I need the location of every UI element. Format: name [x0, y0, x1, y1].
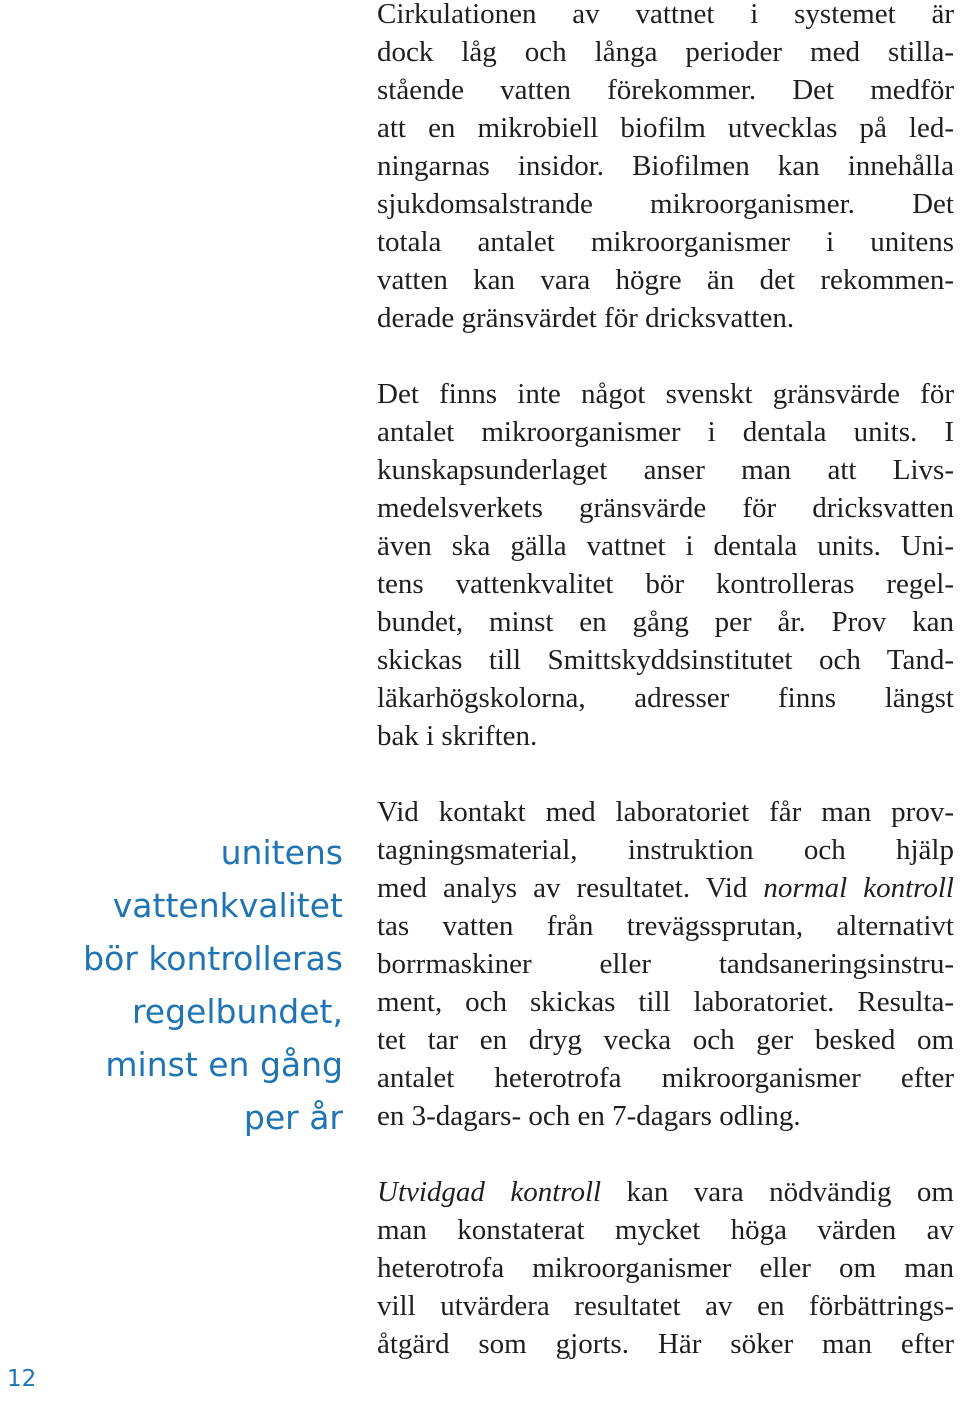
- text-line: sjukdomsalstrande mikroorganismer. Det: [377, 188, 954, 220]
- text-line: ningarnas insidor. Biofilmen kan innehålla: [377, 150, 954, 182]
- text-line: kunskapsunderlaget anser man att Livs-: [377, 454, 954, 486]
- text-line: vatten kan vara högre än det rekommen-: [377, 264, 954, 296]
- text-line: antalet mikroorganismer i dentala units. I: [377, 416, 954, 448]
- paragraph-circulation: [377, 0, 954, 337]
- pull-quote: [23, 826, 343, 1144]
- text-line: tagningsmaterial, instruktion och hjälp: [377, 834, 954, 866]
- text-line: skickas till Smittskyddsinstitutet och Tand-: [377, 644, 954, 676]
- pull-quote-line: bör kontrolleras: [83, 939, 343, 978]
- paragraph-laboratory: [377, 793, 954, 1135]
- text-line: åtgärd som gjorts. Här söker man efter: [377, 1328, 954, 1360]
- text-line: dock låg och långa perioder med stilla-: [377, 36, 954, 68]
- text-line: Vid kontakt med laboratoriet får man prov-: [377, 796, 954, 828]
- text-line: tens vattenkvalitet bör kontrolleras regel-: [377, 568, 954, 600]
- text-line: tet tar en dryg vecka och ger besked om: [377, 1024, 954, 1056]
- paragraph-limit-value: [377, 375, 954, 755]
- pull-quote-line: unitens: [220, 833, 343, 872]
- emphasis-utvidgad-kontroll: Utvidgad kontroll: [377, 1176, 602, 1208]
- text-run: med analys av resultatet. Vid: [377, 872, 764, 904]
- pull-quote-line: per år: [243, 1098, 343, 1137]
- text-line: totala antalet mikroorganismer i unitens: [377, 226, 954, 258]
- text-run: kan vara nödvändig om: [601, 1176, 954, 1208]
- paragraph-extended-control: [377, 1173, 954, 1363]
- text-line: stående vatten förekommer. Det medför: [377, 74, 954, 106]
- text-line: även ska gälla vattnet i dentala units. Uni-: [377, 530, 954, 562]
- text-line: vill utvärdera resultatet av en förbättrings-: [377, 1290, 954, 1322]
- text-line: antalet heterotrofa mikroorganismer efter: [377, 1062, 954, 1094]
- pull-quote-line: vattenkvalitet: [112, 886, 343, 925]
- text-line: Det finns inte något svenskt gränsvärde för: [377, 378, 954, 410]
- text-line: en 3-dagars- och en 7-dagars odling.: [377, 1100, 801, 1132]
- body-text-column: [377, 0, 954, 1401]
- text-line: borrmaskiner eller tandsaneringsinstru-: [377, 948, 954, 980]
- text-line: man konstaterat mycket höga värden av: [377, 1214, 954, 1246]
- text-line: derade gränsvärdet för dricksvatten.: [377, 302, 795, 334]
- text-line: att en mikrobiell biofilm utvecklas på led-: [377, 112, 954, 144]
- pull-quote-line: minst en gång: [105, 1045, 343, 1084]
- text-line: ment, och skickas till laboratoriet. Resulta-: [377, 986, 954, 1018]
- emphasis-normal-kontroll: normal kontroll: [763, 872, 954, 904]
- text-line: [377, 1173, 954, 1211]
- text-line: [377, 869, 954, 907]
- text-line: Cirkulationen av vattnet i systemet är: [377, 0, 954, 30]
- text-line: bak i skriften.: [377, 720, 538, 752]
- page-number: 12: [7, 1366, 37, 1392]
- text-line: läkarhögskolorna, adresser finns längst: [377, 682, 954, 714]
- pull-quote-line: regelbundet,: [131, 992, 343, 1031]
- text-line: heterotrofa mikroorganismer eller om man: [377, 1252, 954, 1284]
- text-line: bundet, minst en gång per år. Prov kan: [377, 606, 954, 638]
- text-line: medelsverkets gränsvärde för dricksvatten: [377, 492, 954, 524]
- text-line: tas vatten från trevägssprutan, alternativt: [377, 910, 954, 942]
